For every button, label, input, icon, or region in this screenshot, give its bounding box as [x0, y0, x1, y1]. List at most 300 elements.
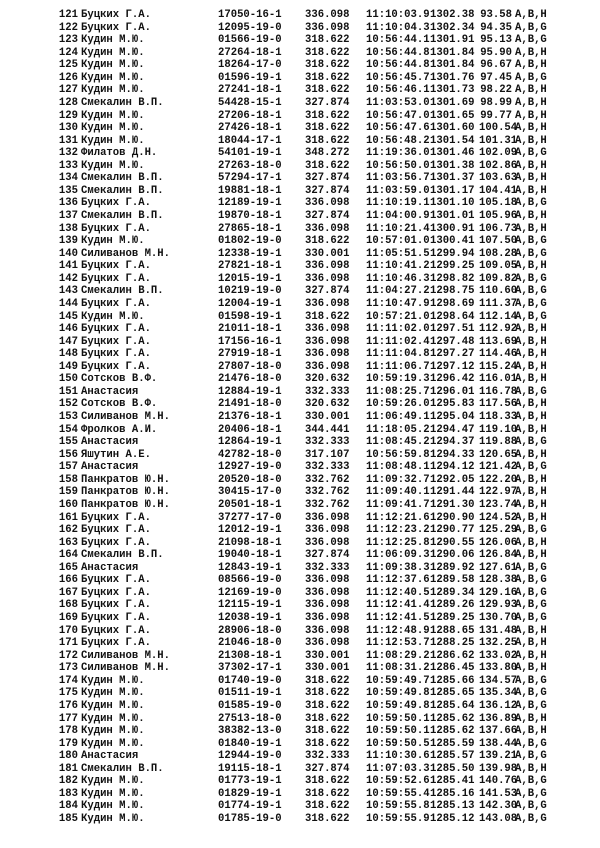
ring-id-cell: 12884-19-1 [218, 385, 282, 398]
time-cell: 11:10:04.3 [366, 21, 430, 34]
table-row [0, 160, 600, 173]
time-cell: 11:11:04.8 [366, 348, 430, 361]
speed-cell: 1285.66 [430, 674, 475, 687]
speed-cell: 1301.84 [430, 46, 475, 59]
time-cell: 10:59:49.7 [366, 674, 430, 687]
distance-cell: 336.098 [305, 524, 350, 537]
distance-cell: 320.632 [305, 398, 350, 411]
group-cell: A,B,H [515, 109, 547, 122]
time-cell: 11:04:27.2 [366, 285, 430, 298]
name-cell: Кудин М.Ю. [81, 737, 145, 750]
ring-id-cell: 21011-18-1 [218, 323, 282, 336]
name-cell: Панкратов Ю.Н. [81, 486, 171, 499]
ring-id-cell: 12038-19-1 [218, 612, 282, 624]
place-cell: 153 [58, 411, 78, 423]
points-cell: 107.50 [479, 235, 518, 248]
table-row [0, 512, 600, 525]
group-cell: A,B,G [515, 574, 547, 587]
place-cell: 166 [58, 574, 78, 587]
speed-cell: 1289.34 [430, 586, 475, 599]
time-cell: 11:18:05.2 [366, 423, 430, 436]
ring-id-cell: 20520-18-0 [218, 473, 282, 486]
time-cell: 10:56:45.7 [366, 71, 430, 84]
points-cell: 105.96 [479, 210, 518, 222]
table-row [0, 373, 600, 386]
distance-cell: 336.098 [305, 260, 350, 273]
ring-id-cell: 27513-18-0 [218, 712, 282, 725]
place-cell: 141 [58, 260, 78, 273]
speed-cell: 1301.46 [430, 147, 475, 160]
time-cell: 11:08:25.7 [366, 385, 430, 398]
time-cell: 11:12:41.5 [366, 612, 430, 624]
distance-cell: 318.622 [305, 813, 350, 825]
table-row [0, 599, 600, 612]
ring-id-cell: 12012-19-1 [218, 524, 282, 537]
table-row [0, 738, 600, 751]
group-cell: A,B,G [515, 197, 547, 210]
group-cell: A,B,G [515, 787, 547, 800]
name-cell: Буцких Г.А. [81, 360, 151, 373]
points-cell: 126.06 [479, 536, 518, 549]
ring-id-cell: 10219-19-0 [218, 285, 282, 298]
points-cell: 138.44 [479, 737, 518, 750]
speed-cell: 1285.65 [430, 687, 475, 700]
points-cell: 133.80 [479, 662, 518, 675]
ring-id-cell: 38382-13-0 [218, 725, 282, 738]
time-cell: 11:11:02.4 [366, 335, 430, 348]
group-cell: A,B,H [515, 398, 547, 411]
place-cell: 156 [58, 448, 78, 461]
time-cell: 11:10:19.1 [366, 197, 430, 210]
table-row [0, 700, 600, 713]
table-row [0, 562, 600, 575]
speed-cell: 1289.26 [430, 599, 475, 612]
points-cell: 99.77 [480, 109, 512, 122]
group-cell: A,B,H [515, 159, 547, 172]
table-row [0, 687, 600, 700]
table-row [0, 223, 600, 236]
table-row [0, 411, 600, 424]
name-cell: Буцких Г.А. [81, 335, 151, 348]
speed-cell: 1290.90 [430, 511, 475, 524]
group-cell: A,B,G [515, 586, 547, 599]
speed-cell: 1294.12 [430, 461, 475, 474]
group-cell: A,B,H [515, 122, 547, 135]
place-cell: 152 [58, 398, 78, 411]
distance-cell: 318.622 [305, 712, 350, 725]
group-cell: A,B,G [515, 147, 547, 160]
distance-cell: 327.874 [305, 549, 350, 562]
group-cell: A,B,G [515, 21, 547, 34]
distance-cell: 330.001 [305, 662, 350, 675]
group-cell: A,B,H [515, 360, 547, 373]
ring-id-cell: 12015-19-1 [218, 272, 282, 285]
time-cell: 11:09:40.1 [366, 486, 430, 499]
place-cell: 123 [58, 34, 78, 47]
name-cell: Кудин М.Ю. [81, 787, 145, 800]
table-row [0, 172, 600, 185]
speed-cell: 1288.25 [430, 637, 475, 650]
ring-id-cell: 18264-17-0 [218, 59, 282, 72]
table-row [0, 537, 600, 550]
ring-id-cell: 20406-18-1 [218, 423, 282, 436]
ring-id-cell: 54428-15-1 [218, 96, 282, 109]
group-cell: A,B,G [515, 775, 547, 788]
name-cell: Кудин М.Ю. [81, 159, 145, 172]
place-cell: 142 [58, 272, 78, 285]
points-cell: 96.67 [480, 59, 512, 72]
table-row [0, 549, 600, 562]
name-cell: Кудин М.Ю. [81, 775, 145, 788]
place-cell: 183 [58, 787, 78, 800]
place-cell: 167 [58, 586, 78, 599]
table-row [0, 273, 600, 286]
name-cell: Буцких Г.А. [81, 348, 151, 361]
ring-id-cell: 27263-18-0 [218, 159, 282, 172]
speed-cell: 1302.34 [430, 21, 475, 34]
time-cell: 11:09:32.7 [366, 473, 430, 486]
table-row [0, 336, 600, 349]
distance-cell: 327.874 [305, 96, 350, 109]
points-cell: 109.82 [479, 272, 518, 285]
points-cell: 106.73 [479, 222, 518, 235]
name-cell: Буцких Г.А. [81, 612, 151, 624]
table-row [0, 725, 600, 738]
place-cell: 173 [58, 662, 78, 675]
place-cell: 150 [58, 373, 78, 386]
speed-cell: 1298.69 [430, 297, 475, 310]
name-cell: Панкратов Ю.Н. [81, 473, 171, 486]
points-cell: 140.76 [479, 775, 518, 788]
ring-id-cell: 21098-18-1 [218, 536, 282, 549]
points-cell: 112.14 [479, 310, 518, 323]
points-cell: 135.34 [479, 687, 518, 700]
table-row [0, 110, 600, 123]
place-cell: 146 [58, 323, 78, 336]
time-cell: 10:57:21.0 [366, 310, 430, 323]
group-cell: A,B,H [515, 335, 547, 348]
group-cell: A,B,G [515, 235, 547, 248]
group-cell: A,B,H [515, 59, 547, 72]
table-row [0, 97, 600, 110]
place-cell: 178 [58, 725, 78, 738]
name-cell: Кудин М.Ю. [81, 46, 145, 59]
place-cell: 139 [58, 235, 78, 248]
place-cell: 155 [58, 436, 78, 449]
ring-id-cell: 12944-19-0 [218, 750, 282, 763]
place-cell: 143 [58, 285, 78, 298]
place-cell: 129 [58, 109, 78, 122]
group-cell: A,B,H [515, 498, 547, 511]
speed-cell: 1301.76 [430, 71, 475, 84]
place-cell: 148 [58, 348, 78, 361]
place-cell: 151 [58, 385, 78, 398]
table-row [0, 587, 600, 600]
distance-cell: 336.098 [305, 335, 350, 348]
table-row [0, 424, 600, 437]
distance-cell: 320.632 [305, 373, 350, 386]
points-cell: 117.56 [479, 398, 518, 411]
speed-cell: 1301.54 [430, 134, 475, 147]
points-cell: 139.21 [479, 750, 518, 763]
name-cell: Яшутин А.Е. [81, 448, 151, 461]
group-cell: A,B,G [515, 524, 547, 537]
name-cell: Буцких Г.А. [81, 323, 151, 336]
time-cell: 10:56:50.0 [366, 159, 430, 172]
ring-id-cell: 01802-19-0 [218, 235, 282, 248]
table-row [0, 185, 600, 198]
points-cell: 142.30 [479, 800, 518, 813]
group-cell: A,B,G [515, 385, 547, 398]
distance-cell: 336.098 [305, 272, 350, 285]
time-cell: 11:03:59.0 [366, 184, 430, 197]
distance-cell: 318.622 [305, 737, 350, 750]
ring-id-cell: 12864-19-1 [218, 436, 282, 449]
name-cell: Анастасия [81, 461, 139, 474]
place-cell: 181 [58, 762, 78, 775]
name-cell: Кудин М.Ю. [81, 84, 145, 97]
time-cell: 10:59:26.0 [366, 398, 430, 411]
speed-cell: 1300.41 [430, 235, 475, 248]
speed-cell: 1286.45 [430, 662, 475, 675]
time-cell: 11:06:09.3 [366, 549, 430, 562]
table-row [0, 147, 600, 160]
group-cell: A,B,H [515, 423, 547, 436]
place-cell: 122 [58, 21, 78, 34]
table-row [0, 449, 600, 462]
time-cell: 11:12:40.5 [366, 586, 430, 599]
speed-cell: 1285.12 [430, 813, 475, 825]
table-row [0, 800, 600, 813]
table-row [0, 122, 600, 135]
ring-id-cell: 01774-19-1 [218, 800, 282, 813]
place-cell: 157 [58, 461, 78, 474]
ring-id-cell: 19040-18-1 [218, 549, 282, 562]
distance-cell: 332.762 [305, 473, 350, 486]
distance-cell: 332.333 [305, 750, 350, 763]
points-cell: 118.33 [479, 411, 518, 423]
points-cell: 98.22 [480, 84, 512, 97]
distance-cell: 332.333 [305, 561, 350, 574]
points-cell: 132.25 [479, 637, 518, 650]
table-row [0, 637, 600, 650]
table-row [0, 763, 600, 776]
time-cell: 11:11:06.7 [366, 360, 430, 373]
table-row [0, 486, 600, 499]
place-cell: 135 [58, 184, 78, 197]
points-cell: 113.69 [479, 335, 518, 348]
time-cell: 11:03:56.7 [366, 172, 430, 185]
speed-cell: 1285.50 [430, 762, 475, 775]
ring-id-cell: 12843-19-1 [218, 561, 282, 574]
group-cell: A,B,G [515, 310, 547, 323]
name-cell: Буцких Г.А. [81, 637, 151, 650]
name-cell: Смекалин В.П. [81, 285, 164, 298]
speed-cell: 1294.37 [430, 436, 475, 449]
place-cell: 132 [58, 147, 78, 160]
speed-cell: 1290.06 [430, 549, 475, 562]
points-cell: 127.61 [479, 561, 518, 574]
ring-id-cell: 01840-19-1 [218, 737, 282, 750]
name-cell: Буцких Г.А. [81, 9, 151, 21]
points-cell: 124.52 [479, 511, 518, 524]
speed-cell: 1301.65 [430, 109, 475, 122]
time-cell: 11:12:25.8 [366, 536, 430, 549]
distance-cell: 332.333 [305, 436, 350, 449]
table-row [0, 361, 600, 374]
ring-id-cell: 27919-18-1 [218, 348, 282, 361]
ring-id-cell: 01773-19-1 [218, 775, 282, 788]
speed-cell: 1298.82 [430, 272, 475, 285]
speed-cell: 1297.48 [430, 335, 475, 348]
name-cell: Филатов Д.Н. [81, 147, 158, 160]
ring-id-cell: 30415-17-0 [218, 486, 282, 499]
table-row [0, 285, 600, 298]
speed-cell: 1301.84 [430, 59, 475, 72]
group-cell: A,B,H [515, 712, 547, 725]
time-cell: 11:08:29.2 [366, 649, 430, 662]
place-cell: 161 [58, 511, 78, 524]
ring-id-cell: 17050-16-1 [218, 9, 282, 21]
ring-id-cell: 42782-18-0 [218, 448, 282, 461]
table-row [0, 612, 600, 625]
group-cell: A,B,H [515, 172, 547, 185]
name-cell: Фролков А.И. [81, 423, 158, 436]
time-cell: 11:12:23.2 [366, 524, 430, 537]
table-row [0, 813, 600, 826]
distance-cell: 336.098 [305, 624, 350, 637]
time-cell: 10:57:01.0 [366, 235, 430, 248]
points-cell: 100.54 [479, 122, 518, 135]
ring-id-cell: 08566-19-0 [218, 574, 282, 587]
speed-cell: 1296.42 [430, 373, 475, 386]
ring-id-cell: 21046-18-0 [218, 637, 282, 650]
distance-cell: 332.762 [305, 498, 350, 511]
name-cell: Буцких Г.А. [81, 624, 151, 637]
ring-id-cell: 01598-19-1 [218, 310, 282, 323]
distance-cell: 336.098 [305, 586, 350, 599]
points-cell: 105.18 [479, 197, 518, 210]
place-cell: 144 [58, 297, 78, 310]
ring-id-cell: 54101-19-1 [218, 147, 282, 160]
group-cell: A,B,H [515, 348, 547, 361]
table-row [0, 59, 600, 72]
name-cell: Кудин М.Ю. [81, 813, 145, 825]
speed-cell: 1294.33 [430, 448, 475, 461]
name-cell: Кудин М.Ю. [81, 235, 145, 248]
points-cell: 109.05 [479, 260, 518, 273]
place-cell: 171 [58, 637, 78, 650]
table-row [0, 348, 600, 361]
name-cell: Силиванов М.Н. [81, 662, 171, 675]
speed-cell: 1301.91 [430, 34, 475, 47]
time-cell: 10:59:52.6 [366, 775, 430, 788]
points-cell: 121.42 [479, 461, 518, 474]
time-cell: 11:08:45.2 [366, 436, 430, 449]
speed-cell: 1301.69 [430, 96, 475, 109]
points-cell: 110.60 [479, 285, 518, 298]
name-cell: Панкратов Ю.Н. [81, 498, 171, 511]
place-cell: 126 [58, 71, 78, 84]
group-cell: A,B,H [515, 373, 547, 386]
points-cell: 98.99 [480, 96, 512, 109]
place-cell: 121 [58, 9, 78, 21]
distance-cell: 318.622 [305, 109, 350, 122]
place-cell: 180 [58, 750, 78, 763]
time-cell: 11:19:36.0 [366, 147, 430, 160]
speed-cell: 1285.57 [430, 750, 475, 763]
table-row [0, 84, 600, 97]
speed-cell: 1286.62 [430, 649, 475, 662]
group-cell: A,B,H [515, 448, 547, 461]
group-cell: A,B,G [515, 71, 547, 84]
group-cell: A,B,G [515, 436, 547, 449]
name-cell: Буцких Г.А. [81, 599, 151, 612]
points-cell: 97.45 [480, 71, 512, 84]
speed-cell: 1289.25 [430, 612, 475, 624]
group-cell: A,B,G [515, 800, 547, 813]
place-cell: 176 [58, 699, 78, 712]
ring-id-cell: 19870-18-1 [218, 210, 282, 222]
results-table [0, 9, 600, 826]
speed-cell: 1297.51 [430, 323, 475, 336]
speed-cell: 1290.55 [430, 536, 475, 549]
place-cell: 131 [58, 134, 78, 147]
speed-cell: 1301.01 [430, 210, 475, 222]
speed-cell: 1291.30 [430, 498, 475, 511]
group-cell: A,B,H [515, 662, 547, 675]
time-cell: 11:06:49.1 [366, 411, 430, 423]
time-cell: 10:59:49.8 [366, 699, 430, 712]
name-cell: Кудин М.Ю. [81, 59, 145, 72]
speed-cell: 1294.47 [430, 423, 475, 436]
ring-id-cell: 12004-19-1 [218, 297, 282, 310]
ring-id-cell: 17156-16-1 [218, 335, 282, 348]
table-row [0, 210, 600, 223]
speed-cell: 1301.17 [430, 184, 475, 197]
distance-cell: 327.874 [305, 210, 350, 222]
time-cell: 10:59:49.8 [366, 687, 430, 700]
group-cell: A,B,H [515, 649, 547, 662]
table-row [0, 197, 600, 210]
points-cell: 130.70 [479, 612, 518, 624]
name-cell: Буцких Г.А. [81, 536, 151, 549]
group-cell: A,B,H [515, 260, 547, 273]
place-cell: 168 [58, 599, 78, 612]
name-cell: Буцких Г.А. [81, 574, 151, 587]
table-row [0, 713, 600, 726]
time-cell: 11:10:41.2 [366, 260, 430, 273]
name-cell: Кудин М.Ю. [81, 712, 145, 725]
group-cell: A,B,G [515, 272, 547, 285]
place-cell: 127 [58, 84, 78, 97]
name-cell: Кудин М.Ю. [81, 699, 145, 712]
speed-cell: 1298.64 [430, 310, 475, 323]
time-cell: 11:09:41.7 [366, 498, 430, 511]
name-cell: Буцких Г.А. [81, 272, 151, 285]
group-cell: A,B,G [515, 687, 547, 700]
distance-cell: 318.622 [305, 59, 350, 72]
name-cell: Кудин М.Ю. [81, 725, 145, 738]
speed-cell: 1289.58 [430, 574, 475, 587]
time-cell: 11:11:02.0 [366, 323, 430, 336]
distance-cell: 336.098 [305, 222, 350, 235]
ring-id-cell: 57294-17-1 [218, 172, 282, 185]
points-cell: 102.86 [479, 159, 518, 172]
time-cell: 11:04:00.9 [366, 210, 430, 222]
table-row [0, 235, 600, 248]
distance-cell: 318.622 [305, 310, 350, 323]
